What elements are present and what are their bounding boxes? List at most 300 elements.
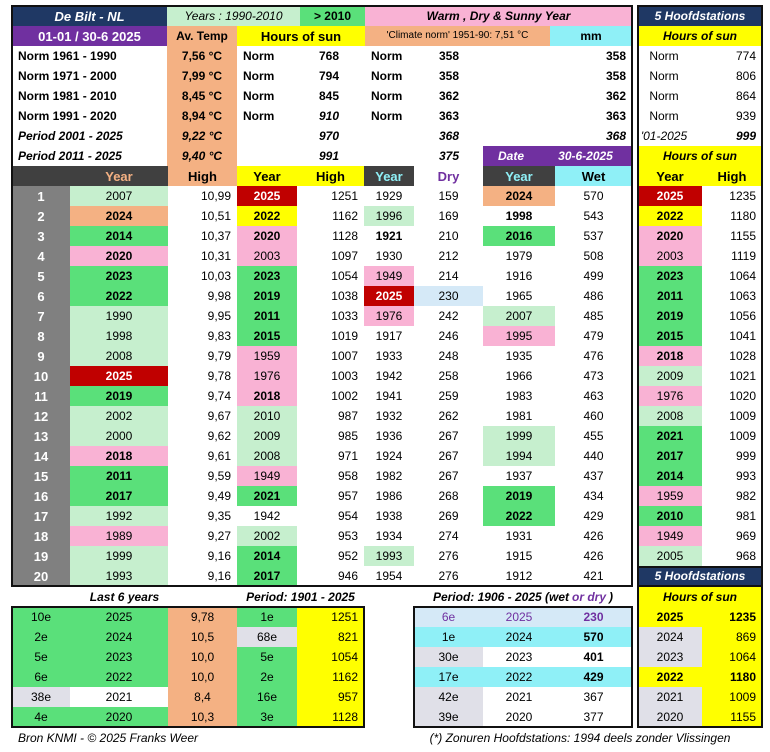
temp-year: 1992 xyxy=(70,506,168,526)
wet-year: 2024 xyxy=(483,186,555,206)
temp-year: 2024 xyxy=(70,206,168,226)
last6-temp: 8,4 xyxy=(168,687,237,707)
temp-year: 1993 xyxy=(70,566,168,586)
avtemp-head: Av. Temp xyxy=(167,26,237,46)
sun-value: 952 xyxy=(337,549,358,563)
sun-year: 2021 xyxy=(237,486,297,506)
last6-rank: 5e xyxy=(12,647,70,667)
station-year: 2025 xyxy=(638,186,702,206)
station-hours: 1235 xyxy=(702,607,762,627)
rank-number: 15 xyxy=(12,466,70,486)
wet-year: 1981 xyxy=(483,406,555,426)
col-year: Year xyxy=(237,166,297,186)
sun-hours: 821 xyxy=(297,627,364,647)
sun-hours: 1162 xyxy=(297,667,364,687)
wet-value: 440 xyxy=(583,449,604,463)
norm-temp: 7,99 °C xyxy=(167,66,237,86)
station-year: 2020 xyxy=(638,226,702,246)
station-value: 969 xyxy=(735,529,756,543)
sun-year: 1942 xyxy=(237,506,297,526)
precip-rank: 6e xyxy=(414,607,483,627)
last6-temp: 10,0 xyxy=(168,667,237,687)
wet-value: 429 xyxy=(583,509,604,523)
norm-sun: 845 xyxy=(318,89,339,103)
station-value: 1009 xyxy=(729,429,756,443)
precip-rank: 17e xyxy=(414,667,483,687)
norm-word: Norm xyxy=(371,69,403,83)
station-year: 2003 xyxy=(638,246,702,266)
precip-rank: 30e xyxy=(414,647,483,667)
norm-word: Norm xyxy=(243,89,275,103)
period1-title: Period: 1901 - 2025 xyxy=(246,590,355,604)
station-year: 2023 xyxy=(638,647,702,667)
temp-year: 2025 xyxy=(70,366,168,386)
station-value: 1009 xyxy=(729,409,756,423)
norm-word: Norm xyxy=(243,49,275,63)
norm-label: Norm 1971 - 2000 xyxy=(18,69,117,83)
dry-value: 276 xyxy=(414,546,483,566)
temp-year: 2018 xyxy=(70,446,168,466)
wet-value: 463 xyxy=(583,389,604,403)
dry-value: 230 xyxy=(414,286,483,306)
main-frame xyxy=(11,5,633,587)
sun-year: 2018 xyxy=(237,386,297,406)
temp-year: 2014 xyxy=(70,226,168,246)
wet-year: 2016 xyxy=(483,226,555,246)
sun-value: 953 xyxy=(337,529,358,543)
wet-value: 499 xyxy=(583,269,604,283)
sun-value: 1097 xyxy=(331,249,358,263)
period-label: Period 2011 - 2025 xyxy=(18,149,122,163)
dry-value: 159 xyxy=(414,186,483,206)
rank-number: 8 xyxy=(12,326,70,346)
dry-year: 1993 xyxy=(364,546,414,566)
dry-year: 1932 xyxy=(364,406,414,426)
precip-mm: 367 xyxy=(555,687,632,707)
station-year: 2024 xyxy=(638,627,702,647)
station-value: 1056 xyxy=(729,309,756,323)
temp-year: 1999 xyxy=(70,546,168,566)
station-value: 999 xyxy=(735,449,756,463)
dry-value: 276 xyxy=(414,566,483,586)
sun-value: 1128 xyxy=(332,229,358,243)
station-hours: 1180 xyxy=(702,667,762,687)
norm-mm: 358 xyxy=(605,69,626,83)
col-high: High xyxy=(168,166,237,186)
station-year: 2010 xyxy=(638,506,702,526)
precip-rank: 1e xyxy=(414,627,483,647)
dry-year: 1924 xyxy=(364,446,414,466)
col-high: High xyxy=(297,166,364,186)
dry-value: 269 xyxy=(414,506,483,526)
wet-year: 1983 xyxy=(483,386,555,406)
dry-year: 1941 xyxy=(364,386,414,406)
precip-year: 2022 xyxy=(483,667,555,687)
temp-value: 9,79 xyxy=(207,349,231,363)
dry-year: 1929 xyxy=(364,186,414,206)
norm-word: Norm xyxy=(649,89,679,103)
temp-year: 2019 xyxy=(70,386,168,406)
station-value: 968 xyxy=(735,549,756,563)
station-value: 1063 xyxy=(729,289,756,303)
norm-mm: 358 xyxy=(605,49,626,63)
temp-value: 9,83 xyxy=(207,329,231,343)
station-year: 2021 xyxy=(638,687,702,707)
precip-rank: 42e xyxy=(414,687,483,707)
temp-value: 9,16 xyxy=(207,569,231,583)
bottom-mid-frame xyxy=(413,606,633,728)
wet-year: 1935 xyxy=(483,346,555,366)
sun-year: 1976 xyxy=(237,366,297,386)
col-high: High xyxy=(702,166,762,186)
sun-value: 1007 xyxy=(331,349,358,363)
wet-year: 2022 xyxy=(483,506,555,526)
temp-value: 9,98 xyxy=(207,289,231,303)
dry-value: 267 xyxy=(414,466,483,486)
rank-number: 9 xyxy=(12,346,70,366)
five-stations: 5 Hoofdstations xyxy=(638,566,762,586)
station-value: 1020 xyxy=(729,389,756,403)
norm-dry: 362 xyxy=(438,89,459,103)
station-year: 2023 xyxy=(638,266,702,286)
date-label: Date xyxy=(483,146,539,166)
station-year: 2017 xyxy=(638,446,702,466)
last6-year: 2023 xyxy=(70,647,168,667)
period-sun: 991 xyxy=(318,149,339,163)
wet-value: 479 xyxy=(583,329,604,343)
station-year: 2021 xyxy=(638,426,702,446)
dry-year: 2025 xyxy=(364,286,414,306)
col-year: Year xyxy=(483,166,555,186)
period2-close: ) xyxy=(609,590,614,604)
dry-year: 1976 xyxy=(364,306,414,326)
period-sun: 970 xyxy=(318,129,339,143)
date-value: 30-6-2025 xyxy=(539,146,632,166)
sun-year: 2011 xyxy=(237,306,297,326)
wet-year: 1979 xyxy=(483,246,555,266)
last6-year: 2020 xyxy=(70,707,168,727)
sun-hours: 1128 xyxy=(297,707,364,727)
dry-value: 242 xyxy=(414,306,483,326)
station-value: 993 xyxy=(735,469,756,483)
precip-year: 2020 xyxy=(483,707,555,727)
station-year: 2022 xyxy=(638,667,702,687)
sun-year: 2020 xyxy=(237,226,297,246)
norm-sun: 768 xyxy=(318,49,339,63)
station-hours: 869 xyxy=(702,627,762,647)
norm-word: Norm xyxy=(371,49,403,63)
wet-value: 508 xyxy=(583,249,604,263)
dry-year: 1921 xyxy=(364,226,414,246)
wet-year: 1965 xyxy=(483,286,555,306)
sun-year: 2017 xyxy=(237,566,297,586)
rank-number: 5 xyxy=(12,266,70,286)
dry-value: 259 xyxy=(414,386,483,406)
last6-title: Last 6 years xyxy=(89,590,160,604)
sun-year: 1949 xyxy=(237,466,297,486)
precip-mm: 230 xyxy=(555,607,632,627)
wet-year: 1915 xyxy=(483,546,555,566)
dry-year: 1938 xyxy=(364,506,414,526)
norm-h5: 864 xyxy=(735,89,756,103)
station-year: 1959 xyxy=(638,486,702,506)
sun-hours: 1251 xyxy=(297,607,364,627)
temp-value: 9,35 xyxy=(207,509,231,523)
norm-word: Norm xyxy=(243,69,275,83)
dry-value: 246 xyxy=(414,326,483,346)
rank-number: 6 xyxy=(12,286,70,306)
col-year: Year xyxy=(638,166,702,186)
sun-value: 1019 xyxy=(331,329,358,343)
period-dry: 375 xyxy=(438,149,459,163)
temp-value: 9,78 xyxy=(207,369,231,383)
sun-value: 1038 xyxy=(331,289,358,303)
norm-word: Norm xyxy=(371,109,403,123)
last6-temp: 10,5 xyxy=(168,627,237,647)
precip-mm: 377 xyxy=(555,707,632,727)
temp-year: 2020 xyxy=(70,246,168,266)
rank-number: 18 xyxy=(12,526,70,546)
station-value: 1021 xyxy=(729,369,756,383)
sun-value: 987 xyxy=(337,409,358,423)
stations-frame xyxy=(637,5,763,587)
last6-temp: 10,3 xyxy=(168,707,237,727)
dry-year: 1933 xyxy=(364,346,414,366)
norm-sun: 794 xyxy=(318,69,339,83)
station-year: 2005 xyxy=(638,546,702,566)
station-value: 1119 xyxy=(731,249,756,263)
precip-year: 2025 xyxy=(483,607,555,627)
norm-mm: 362 xyxy=(605,89,626,103)
norm-word: Norm xyxy=(649,69,679,83)
last6-rank: 10e xyxy=(12,607,70,627)
precip-rank: 39e xyxy=(414,707,483,727)
footnote: (*) Zonuren Hoofdstations: 1994 deels zonder Vlissingen xyxy=(429,731,731,745)
station-year: 2014 xyxy=(638,466,702,486)
gt2010-legend: > 2010 xyxy=(300,6,365,26)
sun-year: 2014 xyxy=(237,546,297,566)
sun-hours: 957 xyxy=(297,687,364,707)
rank-number: 4 xyxy=(12,246,70,266)
rank-number: 7 xyxy=(12,306,70,326)
last6-rank: 38e xyxy=(12,687,70,707)
rank-number: 16 xyxy=(12,486,70,506)
station-year: 2009 xyxy=(638,366,702,386)
period-temp: 9,22 °C xyxy=(167,126,237,146)
precip-year: 2021 xyxy=(483,687,555,707)
temp-value: 10,99 xyxy=(200,189,231,203)
sun-year: 2025 xyxy=(237,186,297,206)
temp-year: 2007 xyxy=(70,186,168,206)
dry-value: 248 xyxy=(414,346,483,366)
station-value: 982 xyxy=(735,489,756,503)
temp-value: 9,61 xyxy=(207,449,231,463)
station-year: 2025 xyxy=(638,607,702,627)
wet-value: 455 xyxy=(583,429,604,443)
norm-h5: 806 xyxy=(735,69,756,83)
wet-value: 426 xyxy=(583,549,604,563)
wet-value: 460 xyxy=(583,409,604,423)
sun-value: 1033 xyxy=(331,309,358,323)
dry-value: 268 xyxy=(414,486,483,506)
precip-year: 2023 xyxy=(483,647,555,667)
norm-label: Norm 1991 - 2020 xyxy=(18,109,117,123)
sun-year: 2023 xyxy=(237,266,297,286)
station-value: 1155 xyxy=(730,229,756,243)
norm-h5: 939 xyxy=(735,109,756,123)
wet-value: 421 xyxy=(583,569,604,583)
dry-value: 210 xyxy=(414,226,483,246)
bottom-left-frame xyxy=(11,606,365,728)
dry-value: 212 xyxy=(414,246,483,266)
rank-number: 14 xyxy=(12,446,70,466)
wet-value: 485 xyxy=(583,309,604,323)
station-year: 2020 xyxy=(638,707,702,727)
sun-value: 958 xyxy=(337,469,358,483)
dry-value: 267 xyxy=(414,446,483,466)
sun-rank: 1e xyxy=(237,607,297,627)
last6-rank: 4e xyxy=(12,707,70,727)
temp-year: 2022 xyxy=(70,286,168,306)
temp-value: 10,37 xyxy=(200,229,231,243)
sun-year: 2010 xyxy=(237,406,297,426)
rank-number: 3 xyxy=(12,226,70,246)
wet-year: 1916 xyxy=(483,266,555,286)
dry-year: 1996 xyxy=(364,206,414,226)
temp-value: 9,67 xyxy=(207,409,231,423)
temp-year: 1989 xyxy=(70,526,168,546)
wet-value: 537 xyxy=(583,229,604,243)
temp-year: 2000 xyxy=(70,426,168,446)
station-year: 1949 xyxy=(638,526,702,546)
rank-number: 20 xyxy=(12,566,70,586)
norm-mm: 363 xyxy=(605,109,626,123)
station-value: 1235 xyxy=(729,189,756,203)
last6-year: 2022 xyxy=(70,667,168,687)
dry-year: 1954 xyxy=(364,566,414,586)
last6-year: 2021 xyxy=(70,687,168,707)
temp-value: 9,95 xyxy=(207,309,231,323)
rank-number: 11 xyxy=(12,386,70,406)
wet-year: 1937 xyxy=(483,466,555,486)
rank-number: 19 xyxy=(12,546,70,566)
temp-value: 9,74 xyxy=(207,389,231,403)
wet-year: 1931 xyxy=(483,526,555,546)
dry-value: 214 xyxy=(414,266,483,286)
norm-temp: 8,45 °C xyxy=(167,86,237,106)
station-year: 2015 xyxy=(638,326,702,346)
five-hours-head: Hours of sun xyxy=(638,26,762,46)
norm-dry: 358 xyxy=(438,69,459,83)
wet-value: 543 xyxy=(583,209,604,223)
temp-value: 10,51 xyxy=(200,209,231,223)
five-hours-head: Hours of sun xyxy=(638,146,762,166)
station-hours: 1009 xyxy=(702,687,762,707)
source-credit: Bron KNMI - © 2025 Franks Weer xyxy=(18,731,199,745)
station-hours: 1155 xyxy=(702,707,762,727)
title: De Bilt - NL xyxy=(12,6,167,26)
period-h5: 999 xyxy=(735,129,756,143)
station-value: 1041 xyxy=(729,329,756,343)
wet-value: 434 xyxy=(583,489,604,503)
rank-number: 1 xyxy=(12,186,70,206)
period-range: '01-2025 xyxy=(640,129,688,143)
last6-year: 2025 xyxy=(70,607,168,627)
norm-label: Norm 1961 - 1990 xyxy=(18,49,117,63)
norm-label: Norm 1981 - 2010 xyxy=(18,89,117,103)
norm-word: Norm xyxy=(243,109,275,123)
dry-value: 274 xyxy=(414,526,483,546)
sun-year: 1959 xyxy=(237,346,297,366)
rank-number: 2 xyxy=(12,206,70,226)
temp-value: 9,59 xyxy=(207,469,231,483)
station-year: 2018 xyxy=(638,346,702,366)
period2-dry: or dry xyxy=(572,590,607,604)
station-value: 981 xyxy=(735,509,756,523)
rank-number: 10 xyxy=(12,366,70,386)
temp-value: 9,62 xyxy=(207,429,231,443)
rank-number: 17 xyxy=(12,506,70,526)
sun-year: 2009 xyxy=(237,426,297,446)
temp-year: 2008 xyxy=(70,346,168,366)
norm-h5: 774 xyxy=(735,49,756,63)
station-value: 1180 xyxy=(730,209,756,223)
norm-temp: 8,94 °C xyxy=(167,106,237,126)
wet-year: 1999 xyxy=(483,426,555,446)
mm-head: mm xyxy=(550,26,632,46)
wet-value: 570 xyxy=(583,189,604,203)
dry-value: 262 xyxy=(414,406,483,426)
bottom-right-frame xyxy=(637,566,763,728)
temp-year: 2002 xyxy=(70,406,168,426)
sun-value: 957 xyxy=(337,489,358,503)
dry-year: 1934 xyxy=(364,526,414,546)
station-value: 1064 xyxy=(729,269,756,283)
station-year: 2022 xyxy=(638,206,702,226)
wet-value: 476 xyxy=(583,349,604,363)
wet-value: 473 xyxy=(583,369,604,383)
sun-value: 985 xyxy=(337,429,358,443)
norm-dry: 363 xyxy=(438,109,459,123)
dry-year: 1917 xyxy=(364,326,414,346)
norm-word: Norm xyxy=(649,109,679,123)
last6-rank: 2e xyxy=(12,627,70,647)
dry-year: 1942 xyxy=(364,366,414,386)
last6-temp: 9,78 xyxy=(168,607,237,627)
dry-value: 267 xyxy=(414,426,483,446)
temp-value: 9,16 xyxy=(207,549,231,563)
temp-year: 2023 xyxy=(70,266,168,286)
sun-rank: 5e xyxy=(237,647,297,667)
period-mm: 368 xyxy=(605,129,626,143)
dry-value: 258 xyxy=(414,366,483,386)
temp-value: 9,49 xyxy=(207,489,231,503)
sun-year: 2019 xyxy=(237,286,297,306)
precip-mm: 570 xyxy=(555,627,632,647)
precip-mm: 429 xyxy=(555,667,632,687)
sun-value: 1003 xyxy=(331,369,358,383)
sun-hours: 1054 xyxy=(297,647,364,667)
sun-value: 971 xyxy=(337,449,358,463)
wet-value: 486 xyxy=(583,289,604,303)
hours-head: Hours of sun xyxy=(237,26,365,46)
wet-value: 426 xyxy=(583,529,604,543)
dry-year: 1936 xyxy=(364,426,414,446)
warm-legend: Warm , Dry & Sunny Year xyxy=(365,6,632,26)
sun-year: 2003 xyxy=(237,246,297,266)
years-legend: Years : 1990-2010 xyxy=(167,6,300,26)
sun-value: 946 xyxy=(337,569,358,583)
